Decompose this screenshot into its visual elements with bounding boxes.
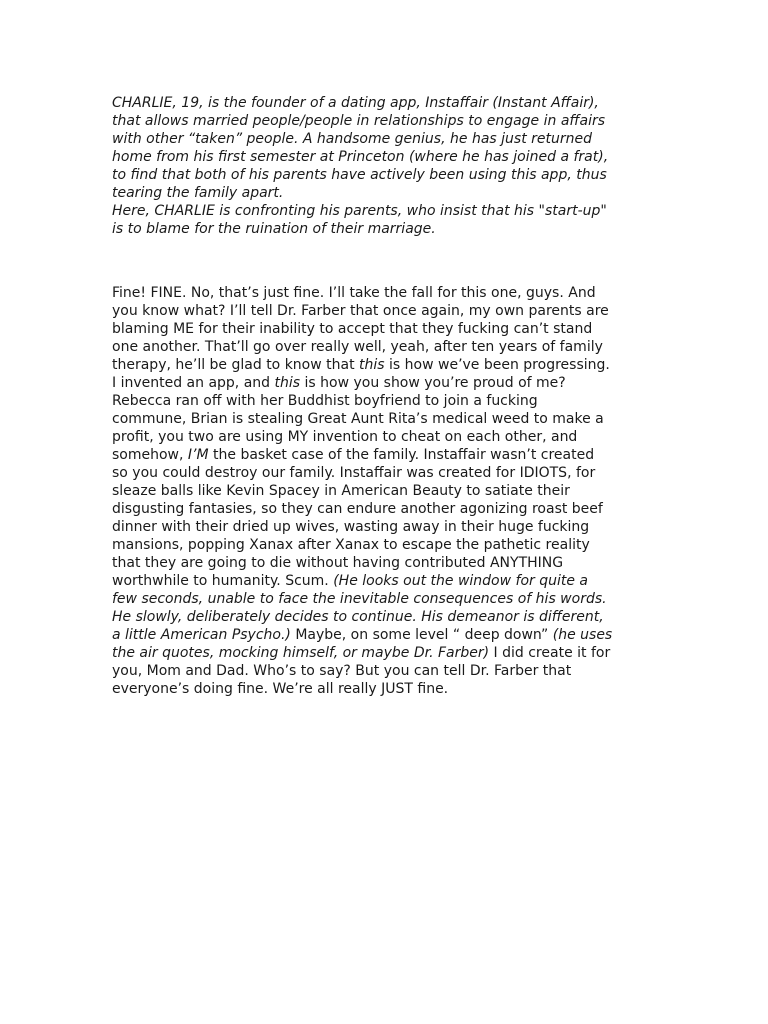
stage-direction: (He looks out the window for quite a [333, 573, 588, 589]
monologue-line: you, Mom and Dad. Who’s to say? But you can tell Dr. Farber that [112, 663, 572, 679]
monologue-line [112, 644, 657, 662]
monologue-line [112, 572, 657, 590]
monologue-line: dinner with their dried up wives, wasting away in their huge fucking [112, 519, 590, 535]
document-page [112, 94, 657, 698]
stage-direction-line: few seconds, unable to face the inevitable consequences of his words. [112, 591, 607, 607]
stage-direction: a little American Psycho.) [112, 627, 291, 643]
intro-line: CHARLIE, 19, is the founder of a dating app, Instaffair (Instant Affair), [112, 95, 599, 111]
text-run: I did create it for [489, 645, 611, 661]
scene-description [112, 94, 657, 238]
emphasis: this [274, 375, 301, 391]
intro-line: tearing the family apart. [112, 185, 284, 201]
monologue-line: everyone’s doing fine. We’re all really JUST fine. [112, 681, 449, 697]
intro-line: is to blame for the ruination of their marriage. [112, 221, 436, 237]
monologue-line [112, 626, 657, 644]
text-run: I invented an app, and [112, 375, 275, 391]
monologue-line: commune, Brian is stealing Great Aunt Rita’s medical weed to make a [112, 411, 604, 427]
intro-line: home from his first semester at Princeton (where he has joined a frat), [112, 149, 609, 165]
emphasis: this [359, 357, 385, 373]
monologue-line: disgusting fantasies, so they can endure another agonizing roast beef [112, 501, 603, 517]
monologue-line: Fine! FINE. No, that’s just fine. I’ll take the fall for this one, guys. And [112, 285, 596, 301]
monologue-line [112, 374, 657, 392]
monologue-line: so you could destroy our family. Instaffair was created for IDIOTS, for [112, 465, 596, 481]
intro-line: with other “taken” people. A handsome genius, he has just returned [112, 131, 592, 147]
monologue-line [112, 446, 657, 464]
stage-direction-line: He slowly, deliberately decides to continue. His demeanor is different, [112, 609, 604, 625]
intro-line: that allows married people/people in relationships to engage in affairs [112, 113, 606, 129]
text-run: is how we’ve been progressing. [384, 357, 610, 373]
monologue-line: blaming ME for their inability to accept that they fucking can’t stand [112, 321, 593, 337]
monologue-line: you know what? I’ll tell Dr. Farber that once again, my own parents are [112, 303, 609, 319]
text-run: Maybe, on some level “ deep down” [290, 627, 553, 643]
text-run: therapy, he’ll be glad to know that [112, 357, 360, 373]
stage-direction: the air quotes, mocking himself, or maybe Dr. Farber) [112, 645, 490, 661]
monologue-line: sleaze balls like Kevin Spacey in American Beauty to satiate their [112, 483, 570, 499]
text-run: is how you show you’re proud of me? [300, 375, 566, 391]
text-run: somehow, [112, 447, 188, 463]
monologue [112, 284, 657, 698]
emphasis: I’M [187, 447, 209, 463]
monologue-line: mansions, popping Xanax after Xanax to escape the pathetic reality [112, 537, 590, 553]
monologue-line: one another. That’ll go over really well, yeah, after ten years of family [112, 339, 603, 355]
monologue-line: Rebecca ran off with her Buddhist boyfriend to join a fucking [112, 393, 538, 409]
monologue-line: that they are going to die without having contributed ANYTHING [112, 555, 564, 571]
monologue-line [112, 356, 657, 374]
monologue-line: profit, you two are using MY invention to cheat on each other, and [112, 429, 578, 445]
text-run: worthwhile to humanity. Scum. [112, 573, 334, 589]
intro-line: to find that both of his parents have actively been using this app, thus [112, 167, 607, 183]
intro-line: Here, CHARLIE is confronting his parents, who insist that his "start-up" [112, 203, 607, 219]
text-run: the basket case of the family. Instaffair wasn’t created [208, 447, 595, 463]
stage-direction: (he uses [552, 627, 613, 643]
